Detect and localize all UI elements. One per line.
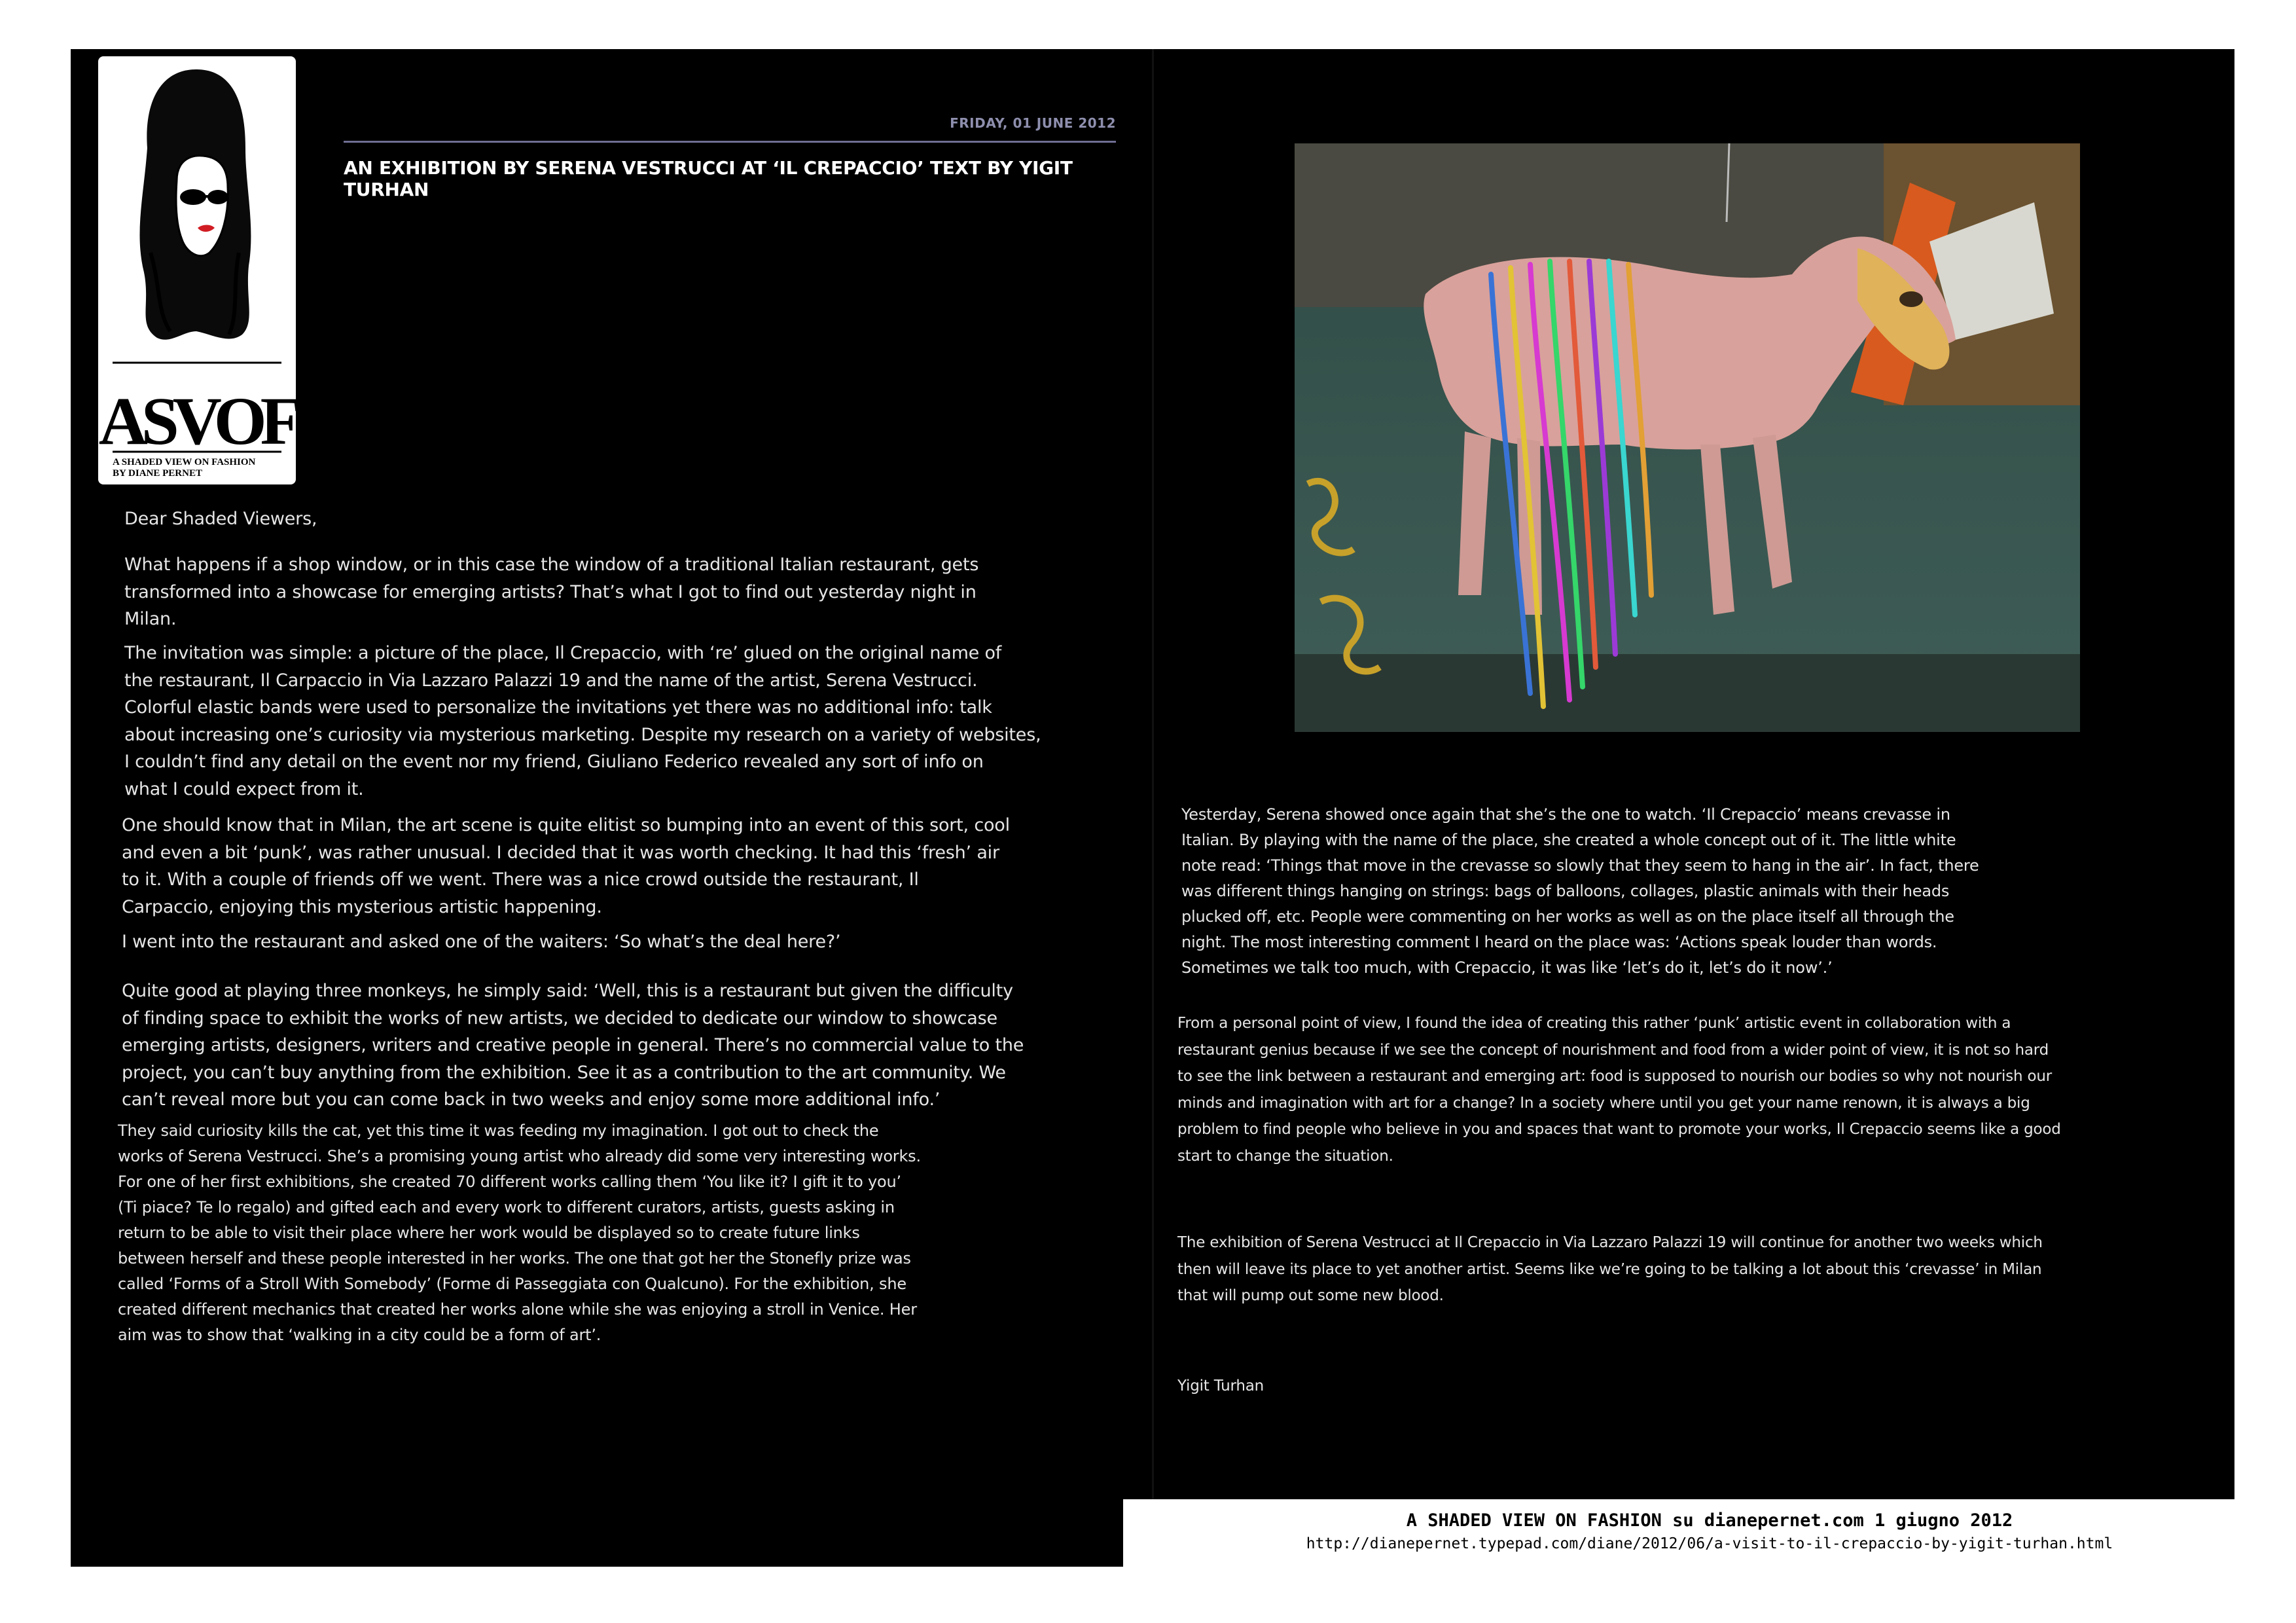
- right-paragraph-1-line: was different things hanging on strings: bags of balloons, collages, plastic animals with their heads: [1181, 882, 1950, 900]
- paragraph-5-line: of finding space to exhibit the works of new artists, we decided to dedicate our window to showcase: [122, 1008, 997, 1029]
- post-date: FRIDAY, 01 JUNE 2012: [950, 115, 1116, 131]
- right-paragraph-2-line: start to change the situation.: [1177, 1147, 1393, 1165]
- paragraph-3-line: and even a bit ‘punk’, was rather unusual. I decided that it was worth checking. It had this ‘fresh’ air: [122, 842, 999, 863]
- paragraph-3-line: Carpaccio, enjoying this mysterious artistic happening.: [122, 896, 602, 917]
- right-paragraph-3-line: then will leave its place to yet another artist. Seems like we’re going to be talking a lot about this ‘crevasse’ in Milan: [1177, 1260, 2042, 1278]
- paragraph-6-line: They said curiosity kills the cat, yet this time it was feeding my imagination. I got out to check the: [118, 1122, 879, 1140]
- right-paragraph-2-line: restaurant genius because if we see the concept of nourishment and food from a wider point of view, it is not so hard: [1177, 1041, 2049, 1059]
- paragraph-5: [122, 977, 1024, 1114]
- right-paragraph-2: [1177, 1010, 2061, 1169]
- page-divider: [1152, 49, 1154, 1499]
- paragraph-6-line: called ‘Forms of a Stroll With Somebody’ (Forme di Passeggiata con Qualcuno). For the exhibition, she: [118, 1275, 906, 1293]
- right-paragraph-2-line: minds and imagination with art for a change? In a society where until you get your name renown, it is always a big: [1177, 1094, 2030, 1112]
- paragraph-1: [124, 551, 978, 633]
- paragraph-5-line: Quite good at playing three monkeys, he simply said: ‘Well, this is a restaurant but given the difficulty: [122, 981, 1013, 1001]
- post-title: AN EXHIBITION BY SERENA VESTRUCCI AT ‘IL CREPACCIO’ TEXT BY YIGIT TURHAN: [344, 157, 1073, 200]
- paragraph-5-line: can’t reveal more but you can come back in two weeks and enjoy some more additional info.’: [122, 1089, 941, 1110]
- paragraph-6-line: return to be able to visit their place where her work would be displayed so to create future links: [118, 1224, 860, 1242]
- paragraph-2-line: what I could expect from it.: [124, 778, 364, 799]
- header-rule: [344, 141, 1116, 143]
- right-paragraph-1-line: Sometimes we talk too much, with Crepaccio, it was like ‘let’s do it, let’s do it now’.’: [1181, 958, 1833, 977]
- right-paragraph-3-line: that will pump out some new blood.: [1177, 1287, 1444, 1304]
- right-paragraph-2-line: From a personal point of view, I found the idea of creating this rather ‘punk’ artistic event in collaboration with a: [1177, 1015, 2011, 1032]
- caption-title: A SHADED VIEW ON FASHION su dianepernet.com 1 giugno 2012: [1406, 1510, 2013, 1531]
- asvof-logo: [98, 56, 296, 484]
- right-paragraph-1: [1181, 802, 1979, 981]
- paragraph-2: [124, 640, 1041, 803]
- paragraph-2-line: I couldn’t find any detail on the event nor my friend, Giuliano Federico revealed any sort of info on: [124, 752, 984, 772]
- right-paragraph-2-line: to see the link between a restaurant and emerging art: food is supposed to nourish our bodies so why not nourish our: [1177, 1068, 2052, 1085]
- paragraph-6-line: works of Serena Vestrucci. She’s a promising young artist who already did some very interesting works.: [118, 1147, 921, 1165]
- paragraph-6-line: aim was to show that ‘walking in a city could be a form of art’.: [118, 1326, 601, 1344]
- paragraph-3-line: One should know that in Milan, the art scene is quite elitist so bumping into an event of this sort, cool: [122, 815, 1010, 835]
- paragraph-3-line: to it. With a couple of friends off we went. There was a nice crowd outside the restaurant, Il: [122, 869, 919, 890]
- signature: Yigit Turhan: [1177, 1377, 1264, 1395]
- paragraph-2-line: about increasing one’s curiosity via mysterious marketing. Despite my research on a variety of websites,: [124, 724, 1041, 745]
- paragraph-6: [118, 1118, 921, 1348]
- exhibition-photo: [1295, 143, 2080, 732]
- greeting: Dear Shaded Viewers,: [124, 509, 317, 529]
- logo-mark: ASVOF: [98, 384, 296, 459]
- paragraph-5-line: project, you can’t buy anything from the exhibition. See it as a contribution to the art community. We: [122, 1062, 1006, 1083]
- paragraph-1-line: What happens if a shop window, or in this case the window of a traditional Italian restaurant, gets: [124, 555, 979, 575]
- right-paragraph-3: [1177, 1230, 2043, 1309]
- paragraph-6-line: created different mechanics that created her works alone while she was enjoying a stroll in Venice. Her: [118, 1300, 917, 1319]
- paragraph-6-line: For one of her first exhibitions, she created 70 different works calling them ‘You like it? I gift it to you’: [118, 1173, 901, 1191]
- paragraph-2-line: the restaurant, Il Carpaccio in Via Lazzaro Palazzi 19 and the name of the artist, Serena Vestrucci.: [124, 670, 978, 691]
- right-paragraph-1-line: note read: ‘Things that move in the crevasse so slowly that they seem to hang in the air’. In fact, there: [1181, 856, 1979, 875]
- paragraph-6-line: (Ti piace? Te lo regalo) and gifted each and every work to different curators, artists, guests asking in: [118, 1198, 895, 1216]
- paragraph-2-line: Colorful elastic bands were used to personalize the invitations yet there was no additional info: talk: [124, 697, 992, 718]
- paragraph-4: I went into the restaurant and asked one of the waiters: ‘So what’s the deal here?’: [122, 932, 841, 952]
- woman-portrait-icon: [98, 56, 296, 484]
- paragraph-1-line: transformed into a showcase for emerging artists? That’s what I got to find out yesterday night in: [124, 581, 977, 602]
- right-paragraph-1-line: Yesterday, Serena showed once again that she’s the one to watch. ‘Il Crepaccio’ means crevasse in: [1181, 805, 1950, 824]
- paragraph-2-line: The invitation was simple: a picture of the place, Il Crepaccio, with ‘re’ glued on the original name of: [124, 643, 1002, 663]
- right-paragraph-1-line: Italian. By playing with the name of the place, she created a whole concept out of it. The little white: [1181, 831, 1956, 849]
- paragraph-1-line: Milan.: [124, 609, 177, 629]
- caption-url[interactable]: http://dianepernet.typepad.com/diane/2012/06/a-visit-to-il-crepaccio-by-yigit-turhan.html: [1306, 1535, 2113, 1552]
- right-paragraph-1-line: plucked off, etc. People were commenting on her works as well as on the place itself all through the: [1181, 907, 1954, 926]
- paragraph-5-line: emerging artists, designers, writers and creative people in general. There’s no commercial value to the: [122, 1035, 1024, 1055]
- logo-tagline-1: A SHADED VIEW ON FASHION: [113, 457, 256, 467]
- right-paragraph-2-line: problem to find people who believe in you and spaces that want to promote your works, Il Crepaccio seems like a good: [1177, 1121, 2061, 1138]
- paragraph-3: [122, 812, 1010, 921]
- right-paragraph-1-line: night. The most interesting comment I heard on the place was: ‘Actions speak louder than words.: [1181, 933, 1937, 951]
- paragraph-6-line: between herself and these people interested in her works. The one that got her the Stonefly prize was: [118, 1249, 911, 1267]
- logo-tagline-2: BY DIANE PERNET: [113, 468, 202, 479]
- right-paragraph-3-line: The exhibition of Serena Vestrucci at Il Crepaccio in Via Lazzaro Palazzi 19 will continue for another two weeks which: [1177, 1234, 2043, 1251]
